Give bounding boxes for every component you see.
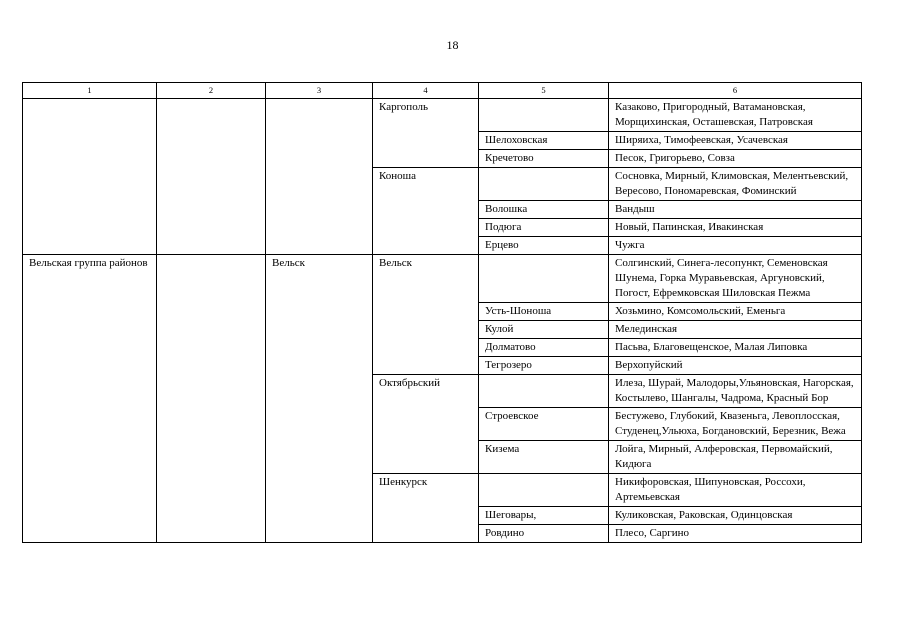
column-header: 3 [266,83,373,99]
point-cell: Кизема [479,441,609,474]
subcenter-cell: Каргополь [373,99,479,168]
point-cell: Шелоховская [479,132,609,150]
subcenter-cell: Вельск [373,255,479,375]
center-cell: Вельск [266,255,373,543]
settlements-cell: Куликовская, Раковская, Одинцовская [609,507,862,525]
point-cell: Подюга [479,219,609,237]
point-cell: Строевское [479,408,609,441]
settlements-cell: Пасьва, Благовещенское, Малая Липовка [609,339,862,357]
settlements-cell: Мелединская [609,321,862,339]
point-cell [479,255,609,303]
settlements-cell: Песок, Григорьево, Совза [609,150,862,168]
center-cell [266,99,373,255]
settlements-cell: Бестужево, Глубокий, Квазеньга, Левоплосская, Студенец,Ульюха, Богдановский, Березник, Вежа [609,408,862,441]
district-cell: Вельская группа районов [23,255,157,543]
district-cell [23,99,157,255]
settlements-cell: Плесо, Саргино [609,525,862,543]
point-cell [479,474,609,507]
town-cell [157,255,266,543]
settlements-cell: Новый, Папинская, Ивакинская [609,219,862,237]
point-cell: Ровдино [479,525,609,543]
point-cell: Тегрозеро [479,357,609,375]
subcenter-cell: Шенкурск [373,474,479,543]
point-cell: Кулой [479,321,609,339]
settlements-cell: Сосновка, Мирный, Климовская, Мелентьевский, Вересово, Пономаревская, Фоминский [609,168,862,201]
subcenter-cell: Октябрьский [373,375,479,474]
districts-table [22,82,862,543]
town-cell [157,99,266,255]
settlements-cell: Илеза, Шурай, Малодоры,Ульяновская, Нагорская, Костылево, Шангалы, Чадрома, Красный Бор [609,375,862,408]
column-header: 5 [479,83,609,99]
settlements-cell: Чужга [609,237,862,255]
settlements-cell: Казаково, Пригородный, Ватамановская, Морщихинская, Осташевская, Патровская [609,99,862,132]
point-cell: Волошка [479,201,609,219]
point-cell: Шеговары, [479,507,609,525]
point-cell [479,375,609,408]
settlements-cell: Хозьмино, Комсомольский, Еменьга [609,303,862,321]
settlements-cell: Солгинский, Синега-лесопункт, Семеновская Шунема, Горка Муравьевская, Аргуновский, Погост, Ефремковская Шиловская Пежма [609,255,862,303]
column-header: 1 [23,83,157,99]
settlements-cell: Никифоровская, Шипуновская, Россохи, Артемьевская [609,474,862,507]
point-cell [479,99,609,132]
settlements-cell: Вандыш [609,201,862,219]
point-cell: Кречетово [479,150,609,168]
settlements-cell: Ширяиха, Тимофеевская, Усачевская [609,132,862,150]
table-row [23,255,862,303]
column-header: 4 [373,83,479,99]
point-cell: Долматово [479,339,609,357]
point-cell: Усть-Шоноша [479,303,609,321]
settlements-cell: Лойга, Мирный, Алферовская, Первомайский, Кидюга [609,441,862,474]
subcenter-cell: Коноша [373,168,479,255]
page-number: 18 [446,38,459,52]
table-header-row [23,83,862,99]
column-header: 6 [609,83,862,99]
point-cell [479,168,609,201]
column-header: 2 [157,83,266,99]
table-row [23,99,862,132]
point-cell: Ерцево [479,237,609,255]
settlements-cell: Верхопуйский [609,357,862,375]
